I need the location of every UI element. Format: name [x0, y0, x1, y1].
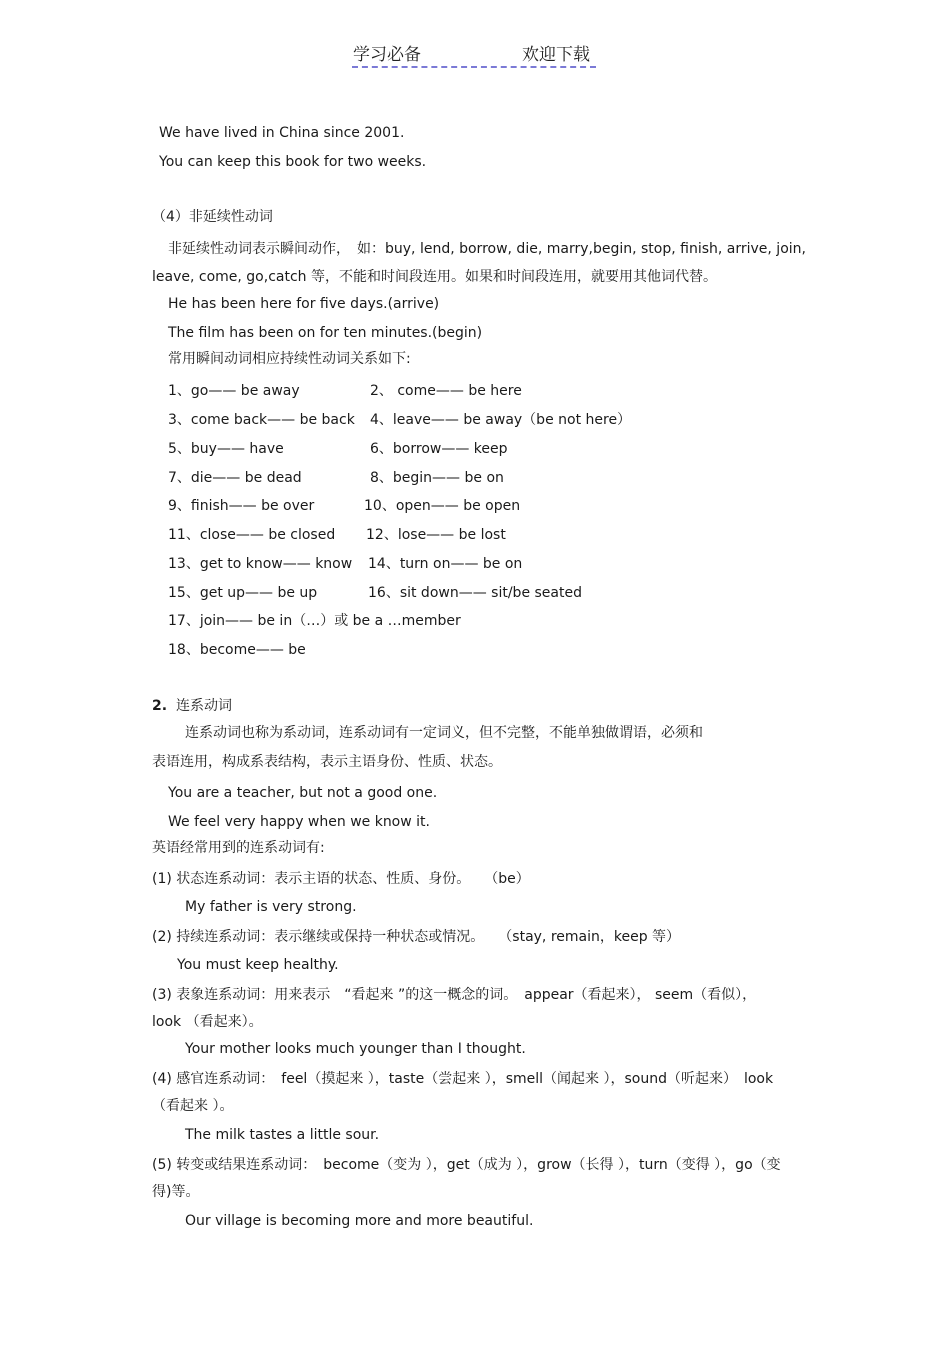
header-left-text: 学习必备	[353, 45, 421, 65]
paragraph-line: 非延续性动词表示瞬间动作， 如：buy, lend, borrow, die, marry,begin, stop, finish, arrive, join,	[168, 241, 806, 257]
verb-pair: 11、close—— be closed	[168, 527, 336, 543]
paragraph-line: leave, come, go,catch 等，不能和时间段连用。如果和时间段连用，就要用其他词代替。	[152, 269, 717, 285]
paragraph-line: look （看起来）。	[152, 1014, 263, 1030]
subsection-heading: （4）非延续性动词	[152, 209, 273, 225]
verb-pair: 10、open—— be open	[364, 498, 521, 514]
section-heading	[152, 697, 232, 715]
verb-pair: 2、 come—— be here	[370, 383, 522, 399]
paragraph-line: 常用瞬间动词相应持续性动词关系如下:	[168, 351, 411, 367]
linking-verb-type: (1) 状态连系动词：表示主语的状态、性质、身份。 （be）	[152, 871, 530, 887]
linking-verb-type: (3) 表象连系动词：用来表示 “看起来 ”的这一概念的词。 appear（看起来）， seem（看似），	[152, 987, 757, 1003]
verb-pair: 7、die—— be dead	[168, 470, 302, 486]
paragraph-line: 得)等。	[152, 1184, 200, 1200]
paragraph-line: 英语经常用到的连系动词有:	[152, 840, 325, 856]
verb-pair: 6、borrow—— keep	[370, 441, 508, 457]
example-sentence: We have lived in China since 2001.	[159, 125, 405, 141]
example-sentence: Our village is becoming more and more beautiful.	[185, 1213, 534, 1229]
example-sentence: The milk tastes a little sour.	[185, 1127, 380, 1143]
example-sentence: You are a teacher, but not a good one.	[168, 785, 438, 801]
header-right-text: 欢迎下载	[522, 45, 590, 65]
paragraph-line: 表语连用，构成系表结构，表示主语身份、性质、状态。	[152, 754, 502, 770]
paragraph-line: 连系动词也称为系动词，连系动词有一定词义，但不完整，不能单独做谓语，必须和	[185, 725, 703, 741]
linking-verb-type: (2) 持续连系动词：表示继续或保持一种状态或情况。 （stay, remain，keep 等）	[152, 929, 681, 945]
verb-pair: 13、get to know—— know	[168, 556, 353, 572]
example-sentence: Your mother looks much younger than I thought.	[185, 1041, 526, 1057]
example-sentence: You can keep this book for two weeks.	[159, 154, 427, 170]
paragraph-line: （看起来 ）。	[152, 1098, 234, 1114]
example-sentence: My father is very strong.	[185, 899, 357, 915]
verb-pair: 8、begin—— be on	[370, 470, 504, 486]
verb-pair: 5、buy—— have	[168, 441, 284, 457]
section-title: 连系动词	[175, 698, 232, 714]
linking-verb-type: (5) 转变或结果连系动词： become（变为 ），get（成为 ），grow（长得 ），turn（变得 ），go（变	[152, 1157, 781, 1173]
page-header	[352, 40, 596, 68]
verb-pair: 16、sit down—— sit/be seated	[368, 585, 582, 601]
example-sentence: He has been here for five days.(arrive)	[168, 296, 440, 312]
linking-verb-type: (4) 感官连系动词： feel（摸起来 ），taste（尝起来 ），smell（闻起来 ），sound（听起来） look	[152, 1071, 774, 1087]
verb-pair: 4、leave—— be away（be not here）	[370, 412, 632, 428]
example-sentence: The film has been on for ten minutes.(begin)	[168, 325, 483, 341]
example-sentence: You must keep healthy.	[177, 957, 339, 973]
verb-pair: 1、go—— be away	[168, 383, 300, 399]
verb-pair: 17、join—— be in（…）或 be a …member	[168, 613, 461, 629]
verb-pair: 15、get up—— be up	[168, 585, 318, 601]
verb-pair: 9、finish—— be over	[168, 498, 315, 514]
verb-pair: 12、lose—— be lost	[366, 527, 506, 543]
section-number: 2.	[152, 698, 168, 714]
verb-pair: 18、become—— be	[168, 642, 306, 658]
verb-pair: 14、turn on—— be on	[368, 556, 523, 572]
verb-pair: 3、come back—— be back	[168, 412, 355, 428]
example-sentence: We feel very happy when we know it.	[168, 814, 430, 830]
